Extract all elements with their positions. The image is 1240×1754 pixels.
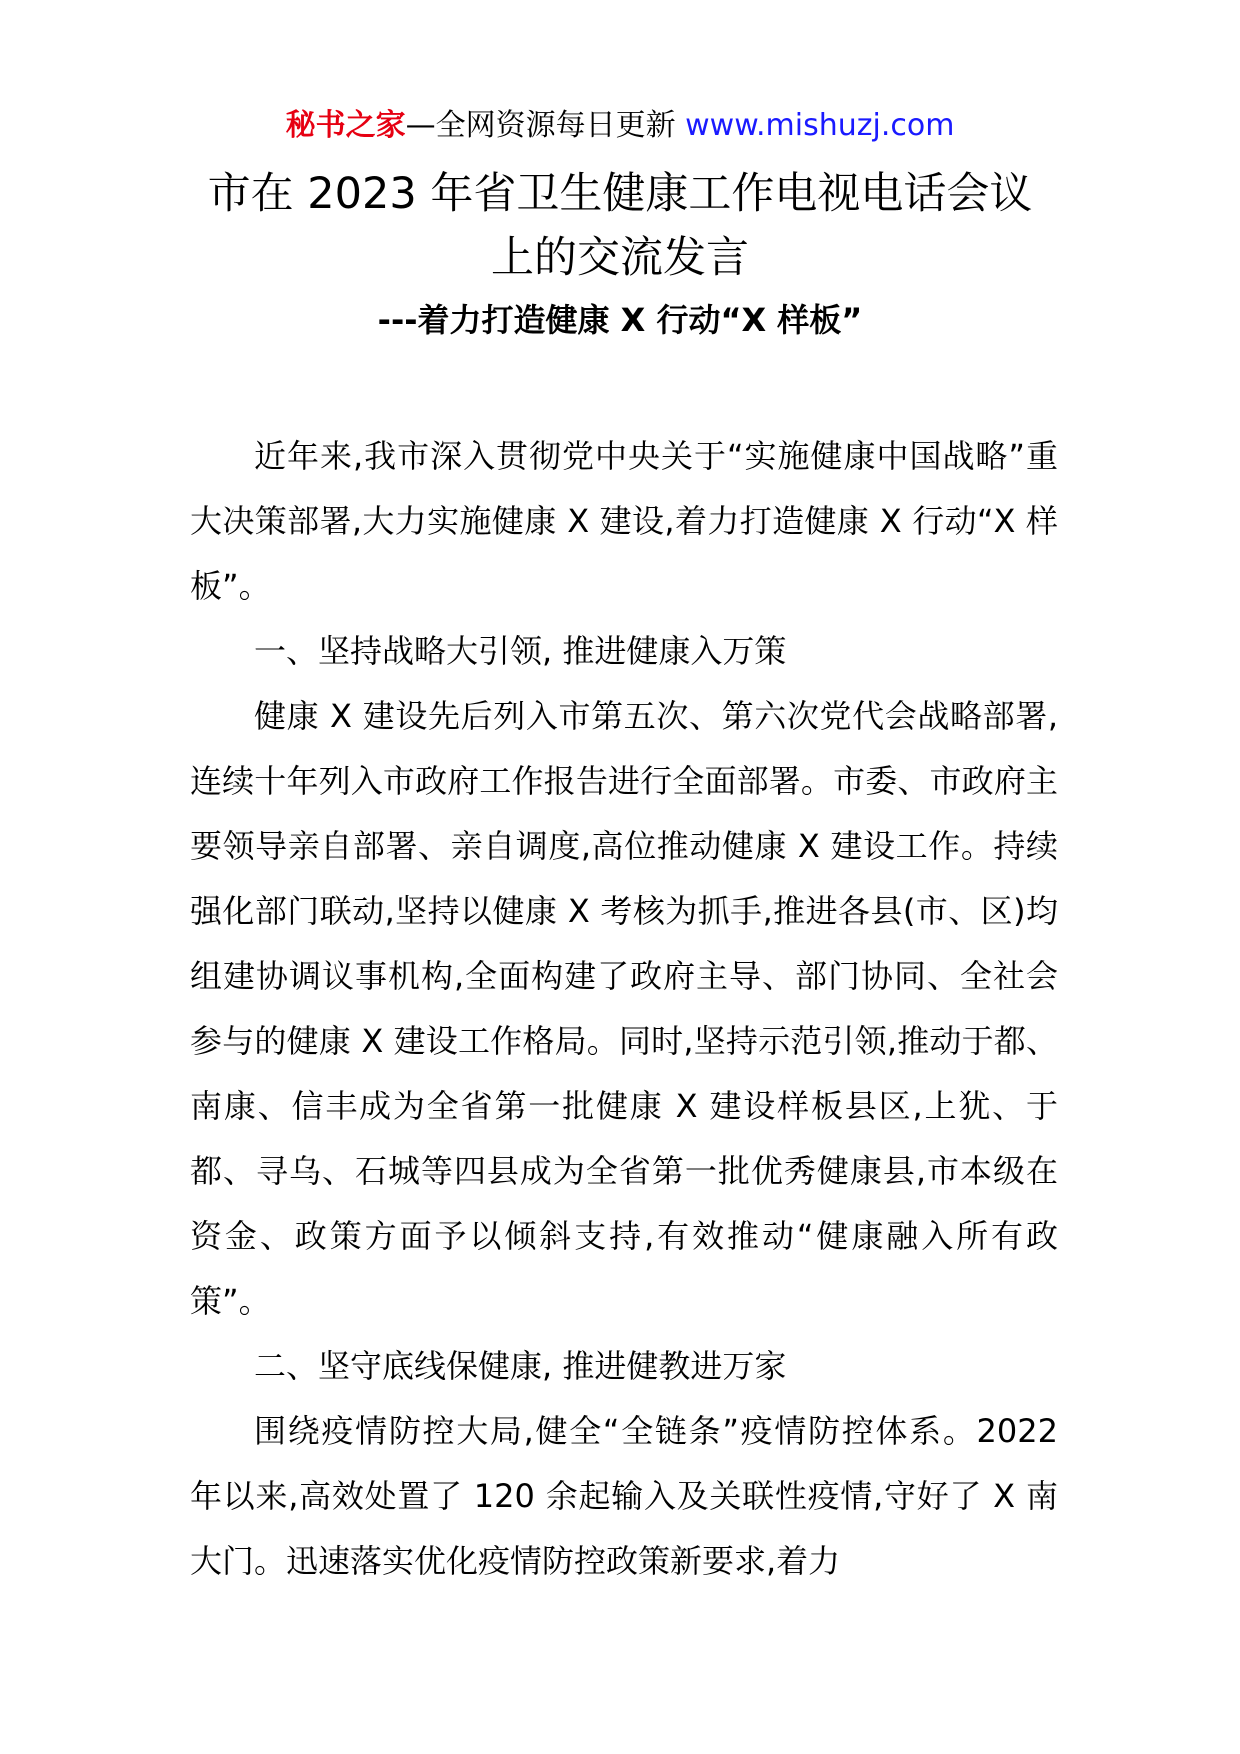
document-subtitle: ---着力打造健康 X 行动“X 样板” (377, 301, 863, 339)
site-url[interactable]: www.mishuzj.com (685, 108, 955, 143)
section-heading-2: 二、坚守底线保健康, 推进健教进万家 (254, 1347, 787, 1385)
section-1-paragraph: 健康 X 建设先后列入市第五次、第六次党代会战略部署,连续十年列入市政府工作报告进行全面部署。市委、市政府主要领导亲自部署、亲自调度,高位推动健康 X 建设工作。持续强化部门联动,坚持以健康 X 考核为抓手,推进各县(市、区)均组建协调议事机构,全面构建了政府主导、部门协同、全社会参与的健康 X 建设工作格局。同时,坚持示范引领,推动于都、南康、信丰成为全省第一批健康 X 建设样板县区,上犹、于都、寻乌、石城等四县成为全省第一批优秀健康县,市本级在资金、政策方面予以倾斜支持,有效推动“健康融入所有政策”。 (190, 697, 1058, 1320)
document-title (150, 162, 1090, 290)
section-2-paragraph: 围绕疫情防控大局,健全“全链条”疫情防控体系。2022 年以来,高效处置了 120 余起输入及关联性疫情,守好了 X 南大门。迅速落实优化疫情防控政策新要求,着力 (190, 1412, 1058, 1580)
site-slogan: —全网资源每日更新 (405, 108, 686, 143)
document-body (190, 424, 1058, 1594)
section-heading-1: 一、坚持战略大引领, 推进健康入万策 (254, 632, 787, 670)
brand-name: 秘书之家 (285, 108, 406, 143)
intro-paragraph: 近年来,我市深入贯彻党中央关于“实施健康中国战略”重大决策部署,大力实施健康 X 建设,着力打造健康 X 行动“X 样板”。 (190, 437, 1058, 605)
title-line-1: 市在 2023 年省卫生健康工作电视电话会议 (207, 169, 1033, 219)
site-header (0, 104, 1240, 148)
title-line-2: 上的交流发言 (491, 233, 749, 283)
